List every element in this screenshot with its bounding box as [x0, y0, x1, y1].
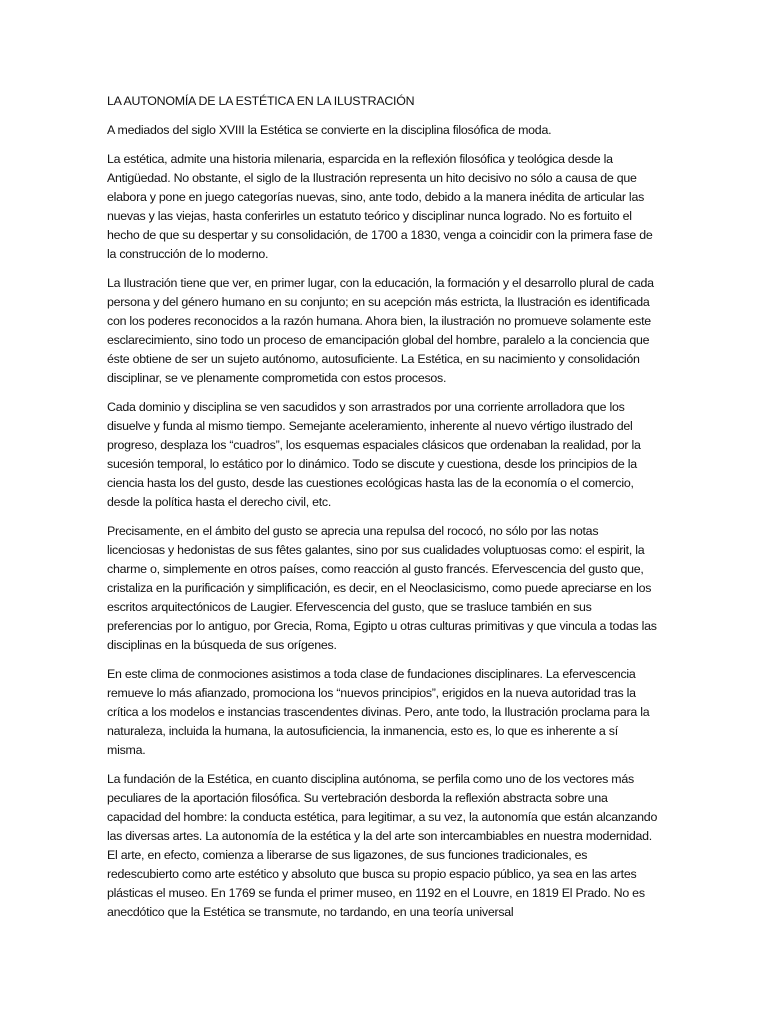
paragraph-5: Precisamente, en el ámbito del gusto se aprecia una repulsa del rococó, no sólo por las notas licenciosas y hedonistas de sus fêtes galantes, sino por sus cualidades voluptuosas como: el espirit, la charme o, simplemente en otros países, como reacción al gusto francés. Efervescencia del gusto que, cristaliza en la purificación y simplificación, es decir, en el Neoclasicismo, como puede apreciarse en los escritos arquitectónicos de Laugier. Efervescencia del gusto, que se trasluce también en sus preferencias por lo antiguo, por Grecia, Roma, Egipto u otras culturas primitivas y que vincula a todas las disciplinas en la búsqueda de sus orígenes.: [107, 524, 657, 652]
paragraph-2: La estética, admite una historia milenaria, esparcida en la reflexión filosófica y teológica desde la Antigüedad. No obstante, el siglo de la Ilustración representa un hito decisivo no sólo a causa de que elabora y pone en juego categorías nuevas, sino, ante todo, debido a la manera inédita de articular las nuevas y las viejas, hasta conferirles un estatuto teórico y disciplinar nunca logrado. No es fortuito el hecho de que su despertar y su consolidación, de 1700 a 1830, venga a coincidir con la primera fase de la construcción de lo moderno.: [107, 152, 653, 261]
paragraph-1: A mediados del siglo XVIII la Estética se convierte en la disciplina filosófica de moda.: [107, 123, 552, 137]
paragraph-6: En este clima de conmociones asistimos a toda clase de fundaciones disciplinares. La efervescencia remueve lo más afianzado, promociona los “nuevos principios”, erigidos en la nueva autoridad tras la crítica a los modelos e instancias trascendentes divinas. Pero, ante todo, la Ilustración proclama para la naturaleza, incluida la humana, la autosuficiencia, la inmanencia, esto es, lo que es inherente a sí misma.: [107, 667, 650, 757]
document-body: [107, 92, 659, 932]
document-title: LA AUTONOMÍA DE LA ESTÉTICA EN LA ILUSTRACIÓN: [107, 94, 415, 108]
paragraph-3: La Ilustración tiene que ver, en primer lugar, con la educación, la formación y el desarrollo plural de cada persona y del género humano en su conjunto; en su acepción más estricta, la Ilustración es identificada con los poderes reconocidos a la razón humana. Ahora bien, la ilustración no promueve solamente este esclarecimiento, sino todo un proceso de emancipación global del hombre, paralelo a la conciencia que éste obtiene de ser un sujeto autónomo, autosuficiente. La Estética, en su nacimiento y consolidación disciplinar, se ve plenamente comprometida con estos procesos.: [107, 276, 654, 385]
paragraph-7: La fundación de la Estética, en cuanto disciplina autónoma, se perfila como uno de los vectores más peculiares de la aportación filosófica. Su vertebración desborda la reflexión abstracta sobre una capacidad del hombre: la conducta estética, para legitimar, a su vez, la autonomía que están alcanzando las diversas artes. La autonomía de la estética y la del arte son intercambiables en nuestra modernidad. El arte, en efecto, comienza a liberarse de sus ligazones, de sus funciones tradicionales, es redescubierto como arte estético y absoluto que busca su propio espacio público, ya sea en las artes plásticas el museo. En 1769 se funda el primer museo, en 1192 en el Louvre, en 1819 El Prado. No es anecdótico que la Estética se transmute, no tardando, en una teoría universal: [107, 772, 658, 919]
paragraph-4: Cada dominio y disciplina se ven sacudidos y son arrastrados por una corriente arrolladora que los disuelve y funda al mismo tiempo. Semejante aceleramiento, inherente al nuevo vértigo ilustrado del progreso, desplaza los “cuadros”, los esquemas espaciales clásicos que ordenaban la realidad, por la sucesión temporal, lo estático por lo dinámico. Todo se discute y cuestiona, desde los principios de la ciencia hasta los del gusto, desde las cuestiones ecológicas hasta las de la economía o el comercio, desde la política hasta el derecho civil, etc.: [107, 400, 641, 509]
